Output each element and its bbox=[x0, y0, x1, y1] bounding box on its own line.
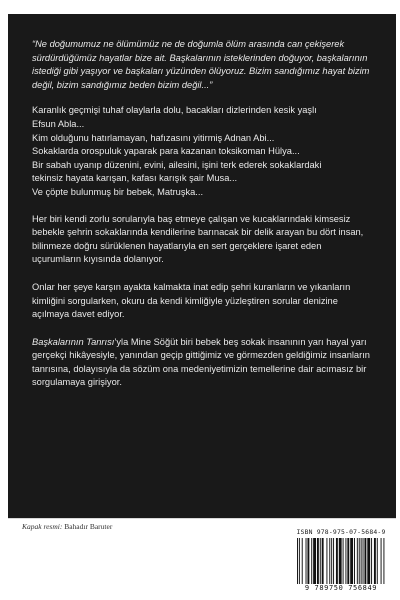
character-line: tekinsiz hayata karışan, kafası karışık şair Musa... bbox=[32, 173, 238, 184]
barcode-bar bbox=[333, 538, 334, 584]
barcode-bars bbox=[297, 538, 385, 584]
barcode-bar bbox=[320, 538, 321, 584]
barcode-bar bbox=[374, 538, 376, 584]
barcode-bar bbox=[343, 538, 344, 584]
cover-credit bbox=[22, 522, 112, 531]
blurb-paragraph-3-text: ’yla Mine Söğüt biri bebek beş sokak insanının yarı hayal yarı gerçekçi hikâyesiyle, yanından geçip gittiğimiz ve görmezden geldiğimiz insanların tanrısına, dolayısıyla da sözüm ona medeniyetimizin temellerine dair acımasız bir sorgulamaya girişiyor. bbox=[32, 336, 370, 388]
barcode-bar bbox=[297, 538, 298, 584]
character-line: Sokaklarda orospuluk yaparak para kazanan toksikoman Hülya... bbox=[32, 146, 300, 157]
barcode-bar bbox=[345, 538, 346, 584]
barcode-bar bbox=[339, 538, 342, 584]
opening-quote: “Ne doğumumuz ne ölümümüz ne de doğumla ölüm arasında can çekişerek sürdürdüğümüz hayatlar bize ait. Başkalarının isteklerinden doğuyor, başkalarının istediği gibi yaşıyor ve başkaları yüzünden ölüyoruz. Bizim sandığımız hayat bizim değil, bizim sandığımız beden bizim değil...” bbox=[32, 39, 370, 90]
character-line: Kim olduğunu hatırlamayan, hafızasını yitirmiş Adnan Abi... bbox=[32, 132, 275, 143]
barcode-bar bbox=[367, 538, 370, 584]
blurb-paragraph-2: Onlar her şeye karşın ayakta kalmakta inat edip şehri kuranların ve yıkanların kimliğini sorgularken, okuru da kendi kimliğiyle yüzleştiren sorular denizine açılmaya davet ediyor. bbox=[32, 281, 351, 320]
barcode-bar bbox=[326, 538, 327, 584]
barcode-bar bbox=[311, 538, 312, 584]
barcode-bar bbox=[336, 538, 338, 584]
character-list bbox=[32, 104, 372, 199]
barcode-bar bbox=[371, 538, 372, 584]
cover-credit-name: Bahadır Baruter bbox=[64, 522, 113, 531]
barcode-bar bbox=[329, 538, 330, 584]
blurb-panel bbox=[8, 14, 396, 518]
barcode-bar bbox=[381, 538, 382, 584]
book-title-italic: Başkalarının Tanrısı bbox=[32, 336, 115, 347]
barcode-bar bbox=[364, 538, 366, 584]
character-line: Karanlık geçmişi tuhaf olaylarla dolu, bacakları dizlerinden kesik yaşlı bbox=[32, 105, 317, 116]
barcode-bar bbox=[357, 538, 358, 584]
barcode-bar bbox=[359, 538, 360, 584]
character-line: Ve çöpte bulunmuş bir bebek, Matruşka... bbox=[32, 186, 204, 197]
barcode-bar bbox=[347, 538, 349, 584]
barcode-bar bbox=[383, 538, 384, 584]
barcode-bar bbox=[313, 538, 316, 584]
character-line: Bir sabah uyanıp düzenini, evini, ailesini, işini terk ederek sokaklardaki bbox=[32, 159, 322, 170]
barcode-bar bbox=[299, 538, 300, 584]
blurb-paragraph-1: Her biri kendi zorlu sorularıyla baş etmeye çalışan ve kucaklarındaki kimsesiz bebekle şehrin sokaklarında kendilerine barınacak bir delik arayan bu dört insan, bilinmeze doğru sürüklenen hayatlarıyla en sert gerçeklere işaret eden uçurumların kıyısında dolanıyor. bbox=[32, 213, 364, 265]
barcode-bar bbox=[302, 538, 303, 584]
barcode-bar bbox=[307, 538, 309, 584]
isbn-text: ISBN 978-975-07-5684-9 bbox=[296, 528, 386, 536]
barcode-bar bbox=[306, 538, 307, 584]
barcode-bar bbox=[363, 538, 364, 584]
barcode-bar bbox=[331, 538, 332, 584]
isbn-barcode bbox=[291, 528, 391, 594]
character-line: Efsun Abla... bbox=[32, 118, 85, 129]
barcode-bar bbox=[361, 538, 362, 584]
barcode-bar bbox=[350, 538, 353, 584]
cover-credit-label: Kapak resmi: bbox=[22, 522, 63, 531]
barcode-number: 9 789750 756849 bbox=[304, 584, 378, 592]
barcode-bar bbox=[377, 538, 378, 584]
barcode-bar bbox=[322, 538, 324, 584]
blurb-paragraph-3 bbox=[32, 336, 372, 390]
barcode-bar bbox=[354, 538, 355, 584]
barcode-bar bbox=[317, 538, 319, 584]
